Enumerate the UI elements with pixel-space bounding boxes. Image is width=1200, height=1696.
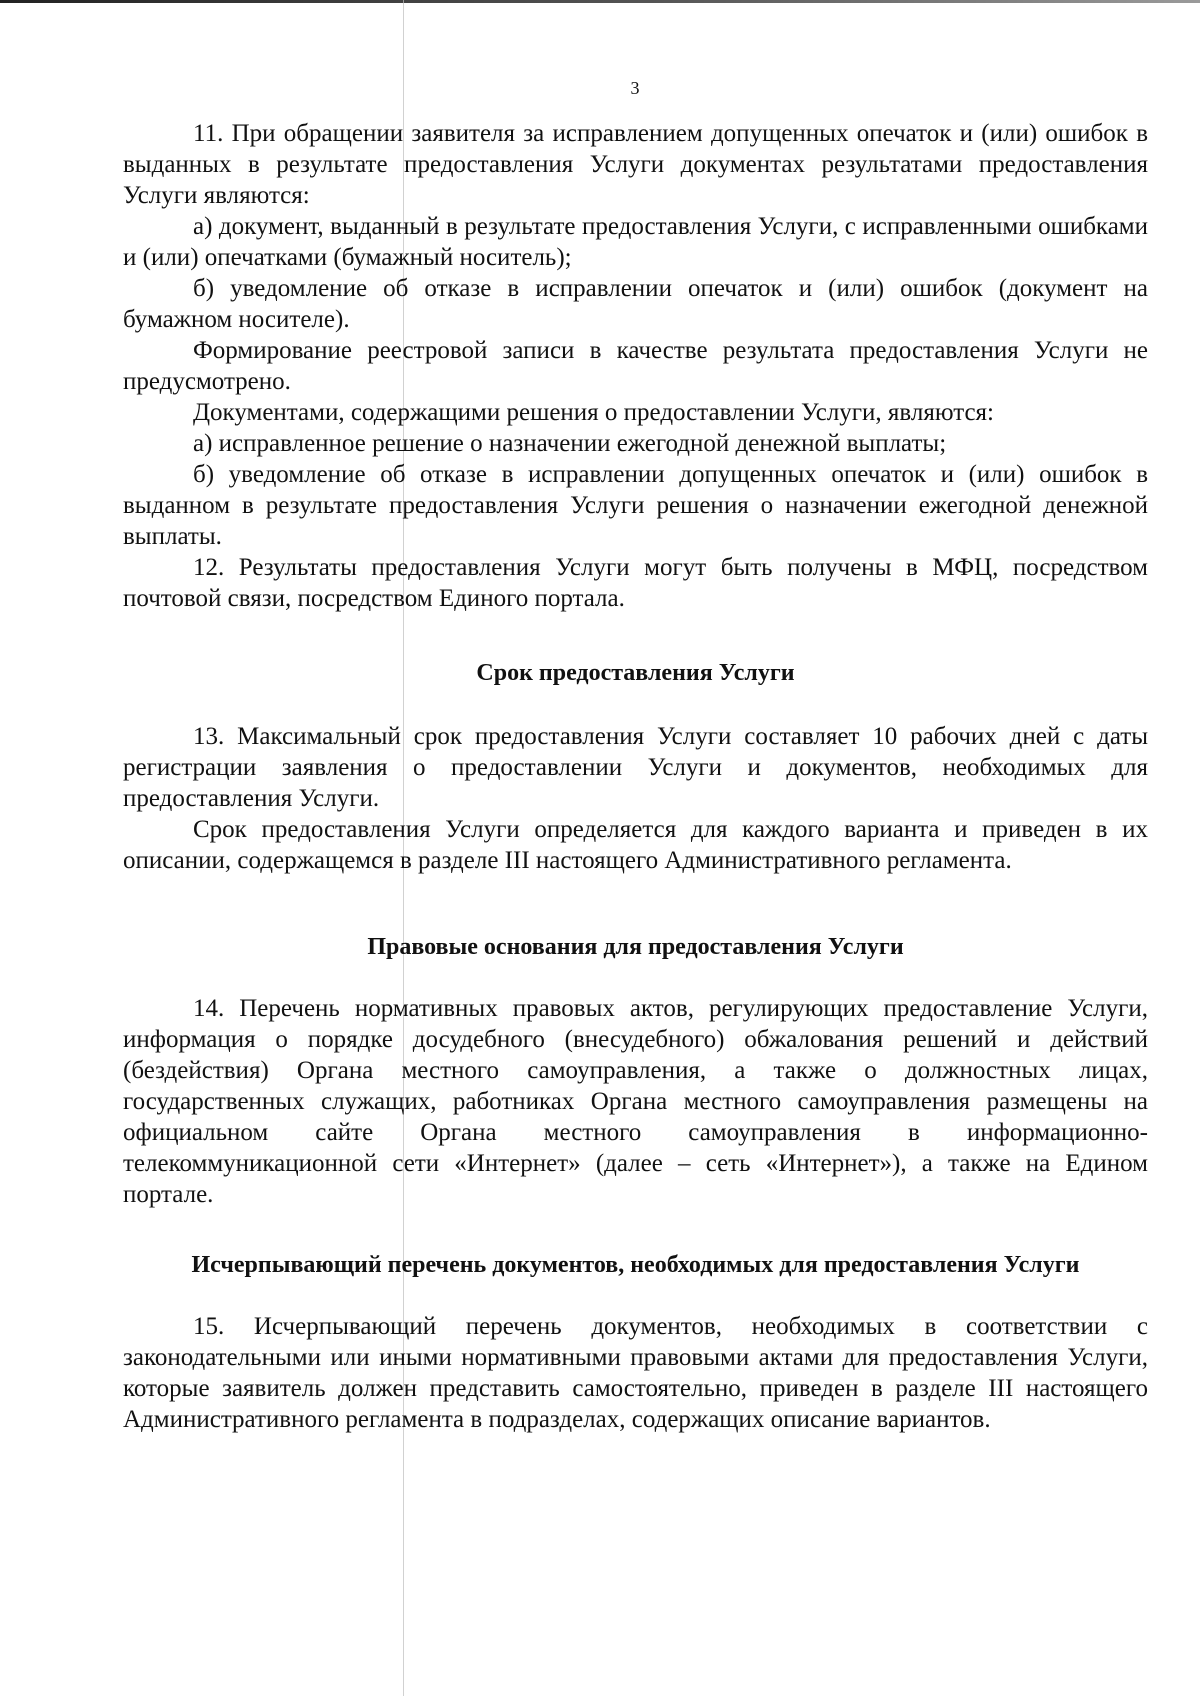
paragraph-14: 14. Перечень нормативных правовых актов, регулирующих предоставление Услуги, информация о порядке досудебного (внесудебного) обжалования решений и действий (бездействия) Органа местного самоуправления, а также о должностных лицах, государственных служащих, работниках Органа местного самоуправления размещены на официальном сайте Органа местного самоуправления в информационно-телекоммуникационной сети «Интернет» (далее – сеть «Интернет»), а также на Едином портале. (123, 995, 1148, 1208)
paragraph-13-variants: Срок предоставления Услуги определяется для каждого варианта и приведен в их описании, содержащемся в разделе III настоящего Административного регламента. (123, 816, 1148, 874)
heading-required-documents: Исчерпывающий перечень документов, необходимых для предоставления Услуги (191, 1252, 1080, 1278)
heading-service-term: Срок предоставления Услуги (476, 660, 795, 686)
paragraph-15: 15. Исчерпывающий перечень документов, необходимых в соответствии с законодательными или иными нормативными правовыми актами для предоставления Услуги, которые заявитель должен представить самостоятельно, приведен в разделе III настоящего Административного регламента в подразделах, содержащих описание вариантов. (123, 1313, 1148, 1433)
paragraph-11-intro: 11. При обращении заявителя за исправлением допущенных опечаток и (или) ошибок в выданных в результате предоставления Услуги документах результатами предоставления Услуги являются: (123, 120, 1148, 209)
page-number: 3 (630, 78, 640, 98)
paragraph-11-decision-a: а) исправленное решение о назначении ежегодной денежной выплаты; (193, 430, 947, 457)
paragraph-12: 12. Результаты предоставления Услуги могут быть получены в МФЦ, посредством почтовой связи, посредством Единого портала. (123, 554, 1148, 612)
paragraph-11-item-b: б) уведомление об отказе в исправлении опечаток и (или) ошибок (документ на бумажном носителе). (123, 275, 1148, 333)
paragraph-13: 13. Максимальный срок предоставления Услуги составляет 10 рабочих дней с даты регистрации заявления о предоставлении Услуги и документов, необходимых для предоставления Услуги. (123, 723, 1148, 812)
document-body (123, 118, 1148, 1435)
scan-top-edge (0, 0, 1200, 3)
paragraph-11-decision-b: б) уведомление об отказе в исправлении допущенных опечаток и (или) ошибок в выданном в результате предоставления Услуги решения о назначении ежегодной денежной выплаты. (123, 461, 1148, 550)
paragraph-11-decisions-intro: Документами, содержащими решения о предоставлении Услуги, являются: (193, 399, 994, 426)
paragraph-11-registry: Формирование реестровой записи в качестве результата предоставления Услуги не предусмотрено. (123, 337, 1148, 395)
heading-legal-grounds: Правовые основания для предоставления Услуги (367, 934, 904, 960)
paragraph-11-item-a: а) документ, выданный в результате предоставления Услуги, с исправленными ошибками и (или) опечатками (бумажный носитель); (123, 213, 1148, 271)
